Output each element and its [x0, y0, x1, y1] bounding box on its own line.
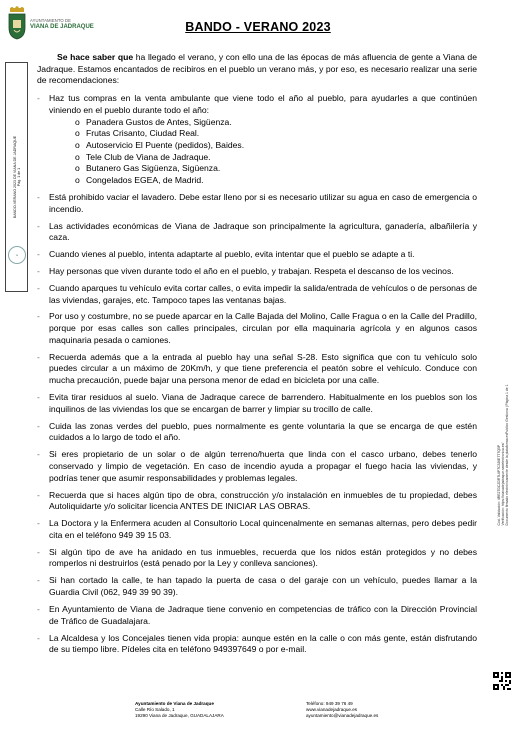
bullet-icon: o — [75, 139, 80, 150]
vendor-item — [75, 152, 477, 164]
list-dash: - — [37, 546, 40, 557]
list-item-text: Cuida las zonas verdes del pueblo, pues normalmente es gente voluntaria la que se encarga de que estén cuidados a lo largo de todo el año. — [49, 420, 477, 443]
list-item — [37, 490, 477, 513]
list-item-text: Si eres propietario de un solar o de algún terreno/huerta que linda con el casco urbano, debes tenerlo conservado y limpio de vegetación. En caso de incendio ayuda a propagar el fuego hacia las viviendas, y podrías tener que asumir responsabilidades y problemas legales. — [49, 449, 477, 483]
list-item — [37, 392, 477, 415]
list-item — [37, 352, 477, 387]
list-item — [37, 311, 477, 346]
bullet-icon: o — [75, 175, 80, 186]
verification-line: Cód. Validación: 4RE2TDCZDR7L6P7C5J6ETT7Q5P — [497, 444, 501, 526]
list-item — [37, 547, 477, 570]
list-dash: - — [37, 191, 40, 202]
list-dash: - — [37, 249, 40, 260]
list-item — [37, 249, 477, 261]
list-dash: - — [37, 632, 40, 643]
intro-lead: Se hace saber que — [57, 52, 134, 62]
list-item-text: Por uso y costumbre, no se puede aparcar en la Calle Bajada del Molino, Calle Fragua o en la Calle del Pradillo, porque por esas calles son calles principales, circulan por ella maquinaria agrícola y en algunos casos maquinaria pesada o camiones. — [49, 311, 477, 345]
registry-stamp-line: BANDO-VERANO 2023 DE VIANA DE JADRAQUE — [12, 135, 17, 219]
footer-contact-block — [306, 701, 378, 719]
verification-line: Documento firmado electrónicamente desde la plataforma esPublico Gestiona | Página 1 de 1 — [505, 384, 509, 526]
list-item-text: Cuando aparques tu vehículo evita cortar calles, o evita impedir la salida/entrada de vehículos o de personas de las viviendas, garajes, etc. Tampoco tapes las ventanas bajas. — [49, 282, 477, 305]
list-dash: - — [37, 489, 40, 500]
registry-stamp-text — [12, 136, 20, 218]
intro-paragraph — [37, 52, 477, 87]
list-item — [37, 192, 477, 215]
vendor-name: Congelados EGEA, de Madrid. — [86, 175, 204, 186]
list-item-text: En Ayuntamiento de Viana de Jadraque tiene convenio en competencias de tráfico con la Dirección Provincial de Tráfico de Guadalajara. — [49, 603, 477, 626]
registry-stamp-line: Pág. 1 de 1 — [16, 167, 21, 187]
list-item — [37, 421, 477, 444]
list-dash: - — [37, 518, 40, 529]
page-footer — [0, 697, 516, 755]
vendor-item — [75, 128, 477, 140]
list-dash: - — [37, 603, 40, 614]
list-dash: - — [37, 449, 40, 460]
seal-icon: ● — [8, 246, 26, 264]
list-dash: - — [37, 351, 40, 362]
footer-organization: Ayuntamiento de Viana de Jadraque — [135, 701, 214, 706]
vendor-item — [75, 117, 477, 129]
list-item — [37, 266, 477, 278]
list-item — [37, 604, 477, 627]
list-item — [37, 575, 477, 598]
footer-web-link[interactable]: www.vianadejadraque.es — [306, 707, 358, 712]
bullet-icon: o — [75, 128, 80, 139]
vendor-item — [75, 140, 477, 152]
vendor-name: Autoservicio El Puente (pedidos), Baides. — [86, 139, 245, 150]
list-dash: - — [37, 266, 40, 276]
list-item-text: Si han cortado la calle, te han tapado la puerta de casa o del garaje con un vehículo, puedes llamar a la Guardia Civil (062, 949 39 90 39). — [49, 575, 477, 598]
list-dash: - — [37, 282, 40, 293]
footer-email-link[interactable]: ayuntamiento@vianadejadraque.es — [306, 713, 379, 718]
list-item-text: Haz tus compras en la venta ambulante que viene todo el año al pueblo, para ayudarles a que continúen viniendo en el pueblo durante todo el año: — [49, 93, 477, 115]
list-item — [37, 449, 477, 484]
list-item — [37, 633, 477, 656]
verification-line: Verificación: https://vianadejadraque.sedelectronica.es/ — [501, 442, 505, 526]
footer-address-block — [135, 701, 224, 719]
list-item — [37, 93, 477, 187]
list-dash: - — [37, 220, 40, 231]
footer-address: Calle Río Salado, 1 — [135, 707, 175, 712]
recommendation-list — [37, 93, 477, 656]
list-dash: - — [37, 311, 40, 322]
list-item-text: Recuerda además que a la entrada al pueblo hay una señal S-28. Esto significa que con tu vehículo solo puedes circular a un máximo de 20Km/h, y que tiene preferencia el peatón sobre el vehículo. Conduce con mucha precaución, puede bajar una persona menor de edad en bicicleta por una calle. — [49, 351, 477, 386]
list-dash: - — [37, 392, 40, 403]
list-item — [37, 283, 477, 306]
document-body — [37, 52, 477, 661]
bullet-icon: o — [75, 151, 80, 162]
list-item-text: Evita tirar residuos al suelo. Viana de Jadraque carece de barrendero. Habitualmente en los pueblos son los inquilinos de las viviendas los que se encargan de barrer y limpiar su trocillo de calle. — [49, 392, 477, 414]
vendor-list — [49, 117, 477, 187]
list-item — [37, 518, 477, 541]
vendor-item — [75, 175, 477, 187]
list-item — [37, 221, 477, 244]
verification-text — [497, 385, 509, 526]
vendor-name: Butanero Gas Sigüenza, Sigüenza. — [86, 163, 221, 174]
list-item-text: Recuerda que si haces algún tipo de obra, construcción y/o instalación en inmuebles de tu propiedad, debes Autoliquidarte y/o solicitar licencia ANTES DE INICIAR LAS OBRAS. — [49, 489, 477, 512]
list-item-text: Hay personas que viven durante todo el año en el pueblo, y trabajan. Respeta el descanso de los vecinos. — [49, 266, 454, 276]
list-dash: - — [37, 420, 40, 431]
bullet-icon: o — [75, 116, 80, 127]
vendor-name: Panadera Gustos de Antes, Sigüenza. — [86, 116, 232, 127]
page-title: BANDO - VERANO 2023 — [185, 20, 331, 34]
logo-text-name: VIANA DE JADRAQUE — [30, 24, 94, 30]
list-item-text: Está prohibido vaciar el lavadero. Debe estar lleno por si es necesario utilizar su agua en caso de emergencia o incendio. — [49, 191, 477, 214]
list-dash: - — [37, 575, 40, 586]
list-item-text: La Alcaldesa y los Concejales tienen vida propia: aunque estén en la calle o con más gente, están disfrutando de su tiempo libre. Pídeles cita en teléfono 949397649 o por e-mail. — [49, 632, 477, 655]
logo-text-top: AYUNTAMIENTO DE — [30, 18, 72, 23]
list-item-text: Si algún tipo de ave ha anidado en tus inmuebles, recuerda que los nidos están protegidos y no debes romperlos ni destruirlos (está penado por la Ley y conlleva sanciones). — [49, 546, 477, 569]
qr-code-icon — [493, 672, 511, 690]
vendor-name: Frutas Crisanto, Ciudad Real. — [86, 128, 200, 139]
vendor-item — [75, 163, 477, 175]
list-item-text: La Doctora y la Enfermera acuden al Consultorio Local quincenalmente en semanas alternas, pero debes pedir cita en el teléfono 949 39 15 03. — [49, 518, 477, 540]
list-item-text: Las actividades económicas de Viana de Jadraque son principalmente la agricultura, ganadería, albañilería y caza. — [49, 220, 477, 243]
vendor-name: Tele Club de Viana de Jadraque. — [86, 151, 211, 162]
list-item-text: Cuando vienes al pueblo, intenta adaptarte al pueblo, evita intentar que el pueblo se adapte a ti. — [49, 249, 415, 260]
bullet-icon: o — [75, 163, 80, 174]
list-dash: - — [37, 93, 40, 104]
footer-phone: Teléfono: 949 39 76 49 — [306, 701, 353, 706]
footer-city: 19290 Viana de Jadraque, GUADALAJARA — [135, 713, 224, 718]
intro-text: ha llegado el verano, y con ello una de las épocas de más afluencia de gente a Viana de Jadraque. Estamos encantados de recibiros en el pueblo un verano más, y por eso, es necesario realizar una serie de recomendaciones: — [37, 52, 477, 86]
